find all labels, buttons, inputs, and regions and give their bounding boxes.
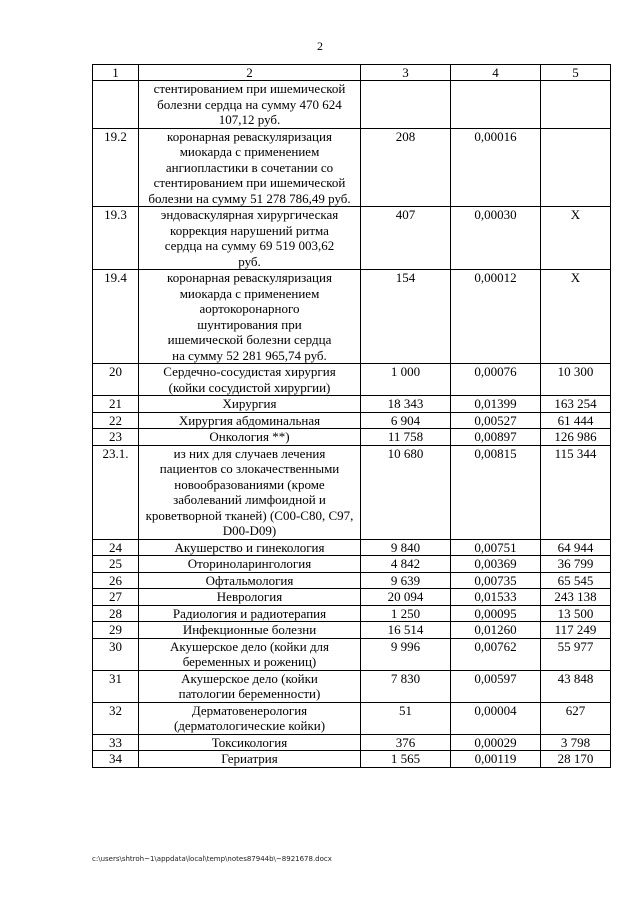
file-path-footer: c:\users\shtroh~1\appdata\local\temp\notes87944b\~8921678.docx	[92, 855, 332, 863]
table-row	[93, 429, 611, 446]
row-number: 23	[93, 429, 139, 446]
table-header-row	[93, 65, 611, 81]
row-name: Токсикология	[139, 734, 361, 751]
row-number: 24	[93, 539, 139, 556]
row-extra: 55 977	[541, 638, 611, 670]
row-count: 1 250	[361, 605, 451, 622]
column-header: 1	[93, 65, 139, 81]
row-number: 19.3	[93, 207, 139, 270]
table-row	[93, 605, 611, 622]
row-name: Хирургия	[139, 396, 361, 413]
row-norm: 0,00029	[451, 734, 541, 751]
column-header: 2	[139, 65, 361, 81]
row-name: Акушерское дело (койки патологии беременности)	[139, 670, 361, 702]
row-extra: 117 249	[541, 622, 611, 639]
row-count: 9 639	[361, 572, 451, 589]
table-row	[93, 622, 611, 639]
row-norm: 0,01260	[451, 622, 541, 639]
row-norm: 0,01533	[451, 589, 541, 606]
row-count: 1 000	[361, 364, 451, 396]
row-extra: 10 300	[541, 364, 611, 396]
row-number: 28	[93, 605, 139, 622]
row-norm: 0,00815	[451, 445, 541, 539]
row-name: Дерматовенерология (дерматологические койки)	[139, 702, 361, 734]
row-extra	[541, 128, 611, 207]
row-norm: 0,00735	[451, 572, 541, 589]
row-count: 407	[361, 207, 451, 270]
row-number: 29	[93, 622, 139, 639]
row-norm: 0,01399	[451, 396, 541, 413]
row-number: 19.2	[93, 128, 139, 207]
table-row	[93, 396, 611, 413]
row-extra: Х	[541, 270, 611, 364]
row-norm: 0,00076	[451, 364, 541, 396]
row-count: 9 840	[361, 539, 451, 556]
data-table	[92, 64, 611, 768]
row-number: 30	[93, 638, 139, 670]
row-extra: 64 944	[541, 539, 611, 556]
row-name: Хирургия абдоминальная	[139, 412, 361, 429]
row-extra: 163 254	[541, 396, 611, 413]
row-extra: 115 344	[541, 445, 611, 539]
row-name: Оториноларингология	[139, 556, 361, 573]
table-row	[93, 270, 611, 364]
row-count: 154	[361, 270, 451, 364]
table-row	[93, 572, 611, 589]
row-number: 34	[93, 751, 139, 768]
row-name: из них для случаев лечения пациентов со злокачественными новообразованиями (кроме заболеваний лимфоидной и кроветворной тканей) (C00-C80, C97, D00-D09)	[139, 445, 361, 539]
row-count: 18 343	[361, 396, 451, 413]
table-row	[93, 207, 611, 270]
row-extra: 627	[541, 702, 611, 734]
row-count: 16 514	[361, 622, 451, 639]
row-count: 20 094	[361, 589, 451, 606]
row-count: 7 830	[361, 670, 451, 702]
row-norm: 0,00597	[451, 670, 541, 702]
table-row	[93, 445, 611, 539]
row-norm: 0,00012	[451, 270, 541, 364]
row-name: эндоваскулярная хирургическая коррекция нарушений ритма сердца на сумму 69 519 003,62 руб.	[139, 207, 361, 270]
row-number: 31	[93, 670, 139, 702]
row-norm: 0,00095	[451, 605, 541, 622]
row-norm: 0,00762	[451, 638, 541, 670]
row-norm: 0,00897	[451, 429, 541, 446]
row-number: 22	[93, 412, 139, 429]
table-row	[93, 539, 611, 556]
row-number: 21	[93, 396, 139, 413]
row-number: 27	[93, 589, 139, 606]
row-norm: 0,00030	[451, 207, 541, 270]
row-count: 11 758	[361, 429, 451, 446]
row-count: 9 996	[361, 638, 451, 670]
table-row	[93, 81, 611, 129]
row-norm: 0,00751	[451, 539, 541, 556]
row-number: 25	[93, 556, 139, 573]
row-extra: 126 986	[541, 429, 611, 446]
column-header: 4	[451, 65, 541, 81]
row-count: 208	[361, 128, 451, 207]
table-row	[93, 589, 611, 606]
row-extra: 28 170	[541, 751, 611, 768]
row-name: коронарная реваскуляризация миокарда с применением аортокоронарного шунтирования при ишемической болезни сердца на сумму 52 281 965,74 руб.	[139, 270, 361, 364]
row-name: Сердечно-сосудистая хирургия (койки сосудистой хирургии)	[139, 364, 361, 396]
table-row	[93, 412, 611, 429]
row-number: 23.1.	[93, 445, 139, 539]
row-count: 10 680	[361, 445, 451, 539]
row-number: 20	[93, 364, 139, 396]
table-row	[93, 702, 611, 734]
row-extra: 65 545	[541, 572, 611, 589]
row-extra: 243 138	[541, 589, 611, 606]
row-number: 33	[93, 734, 139, 751]
row-count: 376	[361, 734, 451, 751]
row-extra: 3 798	[541, 734, 611, 751]
row-extra: 43 848	[541, 670, 611, 702]
table-row	[93, 128, 611, 207]
row-name: коронарная реваскуляризация миокарда с применением ангиопластики в сочетании со стентированием при ишемической болезни на сумму 51 278 786,49 руб.	[139, 128, 361, 207]
row-norm: 0,00369	[451, 556, 541, 573]
column-header: 5	[541, 65, 611, 81]
table-row	[93, 638, 611, 670]
row-count: 4 842	[361, 556, 451, 573]
table-row	[93, 556, 611, 573]
row-norm: 0,00119	[451, 751, 541, 768]
row-extra: 13 500	[541, 605, 611, 622]
row-count: 1 565	[361, 751, 451, 768]
row-norm: 0,00016	[451, 128, 541, 207]
table-row	[93, 670, 611, 702]
row-number: 26	[93, 572, 139, 589]
row-name: Радиология и радиотерапия	[139, 605, 361, 622]
row-name: Акушерское дело (койки для беременных и рожениц)	[139, 638, 361, 670]
row-number	[93, 81, 139, 129]
row-extra: Х	[541, 207, 611, 270]
row-name: стентированием при ишемической болезни сердца на сумму 470 624 107,12 руб.	[139, 81, 361, 129]
row-norm: 0,00527	[451, 412, 541, 429]
row-count: 6 904	[361, 412, 451, 429]
row-name: Инфекционные болезни	[139, 622, 361, 639]
page-number: 2	[317, 39, 323, 53]
row-name: Онкология **)	[139, 429, 361, 446]
row-name: Акушерство и гинекология	[139, 539, 361, 556]
row-norm: 0,00004	[451, 702, 541, 734]
row-count	[361, 81, 451, 129]
table-row	[93, 364, 611, 396]
row-number: 32	[93, 702, 139, 734]
row-count: 51	[361, 702, 451, 734]
table-row	[93, 734, 611, 751]
table-row	[93, 751, 611, 768]
row-name: Неврология	[139, 589, 361, 606]
row-norm	[451, 81, 541, 129]
row-number: 19.4	[93, 270, 139, 364]
row-extra: 61 444	[541, 412, 611, 429]
row-name: Офтальмология	[139, 572, 361, 589]
row-extra: 36 799	[541, 556, 611, 573]
column-header: 3	[361, 65, 451, 81]
row-name: Гериатрия	[139, 751, 361, 768]
row-extra	[541, 81, 611, 129]
